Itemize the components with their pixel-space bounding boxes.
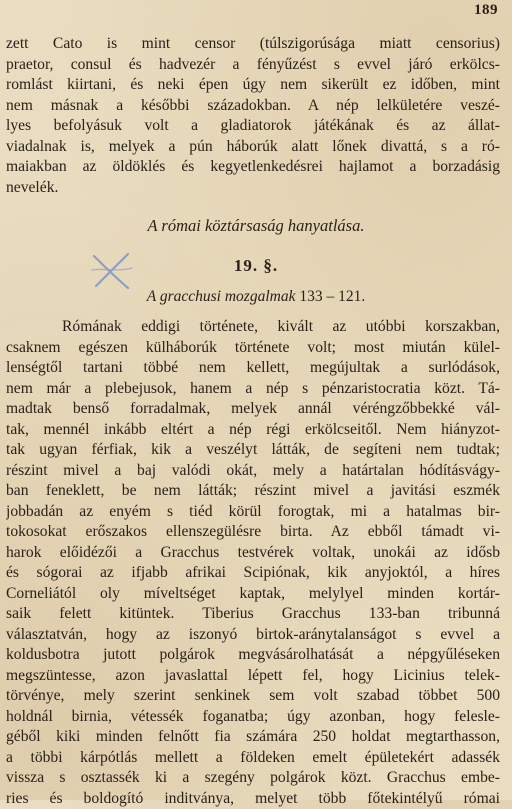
text-line: zett Cato is mint censor (túlszigorúsága miatt censorius) [6,34,500,55]
page-number: 189 [474,2,498,19]
text-line: saik felett kitüntek. Tiberius Gracchus 133-ban tribunná [6,604,500,625]
text-line: praetor, consul és hadvezér a fényűzést s evvel járó erkölcs- [6,55,500,76]
text-line: nem már a plebejusok, hanem a nép s pénzaristocratia közt. Tá- [6,379,500,400]
paragraph-continued [6,34,500,198]
text-line: részint mivel a baj valódi okát, mely a határtalan hódításvágy- [6,461,500,482]
text-line: választatván, hogy az iszonyó birtok-aránytalanságot s evvel a [6,625,500,646]
text-line: géből kiki minden felnőtt fia számára 250 holdat megtarthasson, [6,727,500,748]
text-line: vissza s osztassék ki a szegény polgárok közt. Gracchus embe- [6,768,500,789]
text-line: csaknem egészen külháborúk története volt; most miután külel- [6,338,500,359]
text-line: lyes befolyásuk volt a gladiatorok játékának és az állat- [6,116,500,137]
text-line: maiakban az öldöklés és kegyetlenkedésrei hajlamot a borzadásig [6,157,500,178]
paragraph-gracchus [6,317,500,809]
text-line: lenségtől tartani többé nem kellett, megújultak a surlódások, [6,358,500,379]
text-line: nevelék. [6,178,500,199]
text-line: tak ugyan férfiak, kik a veszélyt látták, de segíteni nem tudtak; [6,440,500,461]
text-line: holdnál birnia, vétessék foganatba; úgy azonban, hogy felesle- [6,707,500,728]
subtitle-label: A gracchusi mozgalmak [147,288,296,305]
text-line: viadalnak is, melyek a pún háborúk alatt lőnek divattá, s a ró- [6,137,500,158]
text-line: madtak benső forradalmak, melyek annál véréngzőbbekké vál- [6,399,500,420]
text-line: törvénye, mely szerint senkinek sem volt szabad többet 500 [6,686,500,707]
section-number: 19. §. [0,256,512,276]
text-line: és sógorai az ifjabb afrikai Scipiónak, kik anyjoktól, a híres [6,563,500,584]
text-line: jobbadán az enyém s tiéd körül forogtak, mi a hatalmas bir- [6,502,500,523]
text-line: Rómának eddigi története, kivált az utóbbi korszakban, [6,317,500,338]
section-subtitle [0,288,512,306]
text-line: romlást kiirtani, és neki épen úgy nem sikerült ez időben, mint [6,75,500,96]
text-line: tokosokat erőszakos ellenszegülésre birta. Az ebből támadt vi- [6,522,500,543]
section-title: A római köztársaság hanyatlása. [0,216,512,236]
subtitle-years: 133 – 121. [299,288,365,305]
text-line: tak, mennél inkább eltért a nép régi erkölcseitől. Nem hiányzot- [6,420,500,441]
text-line: harok előidézői a Gracchus testvérek voltak, unokái az idősb [6,543,500,564]
text-line: ban feneklett, be nem látták; részint mivel a javitási eszmék [6,481,500,502]
text-line: Corneliától oly míveltséget kaptak, melylyel minden kortár- [6,584,500,605]
text-line: nem másnak a későbbi századokban. A nép lelkületére veszé- [6,96,500,117]
text-line: megszüntesse, azon javaslattal lépett fel, hogy Licinius telek- [6,666,500,687]
text-line: a többi kárpótlás mellett a földeken emelt épületekért adassék [6,748,500,769]
text-line: ries és boldogító inditványa, melyet több főtekintélyű római [6,789,500,809]
text-line: koldusbotra jutott polgárok megvásárolhatását a népgyűléseken [6,645,500,666]
